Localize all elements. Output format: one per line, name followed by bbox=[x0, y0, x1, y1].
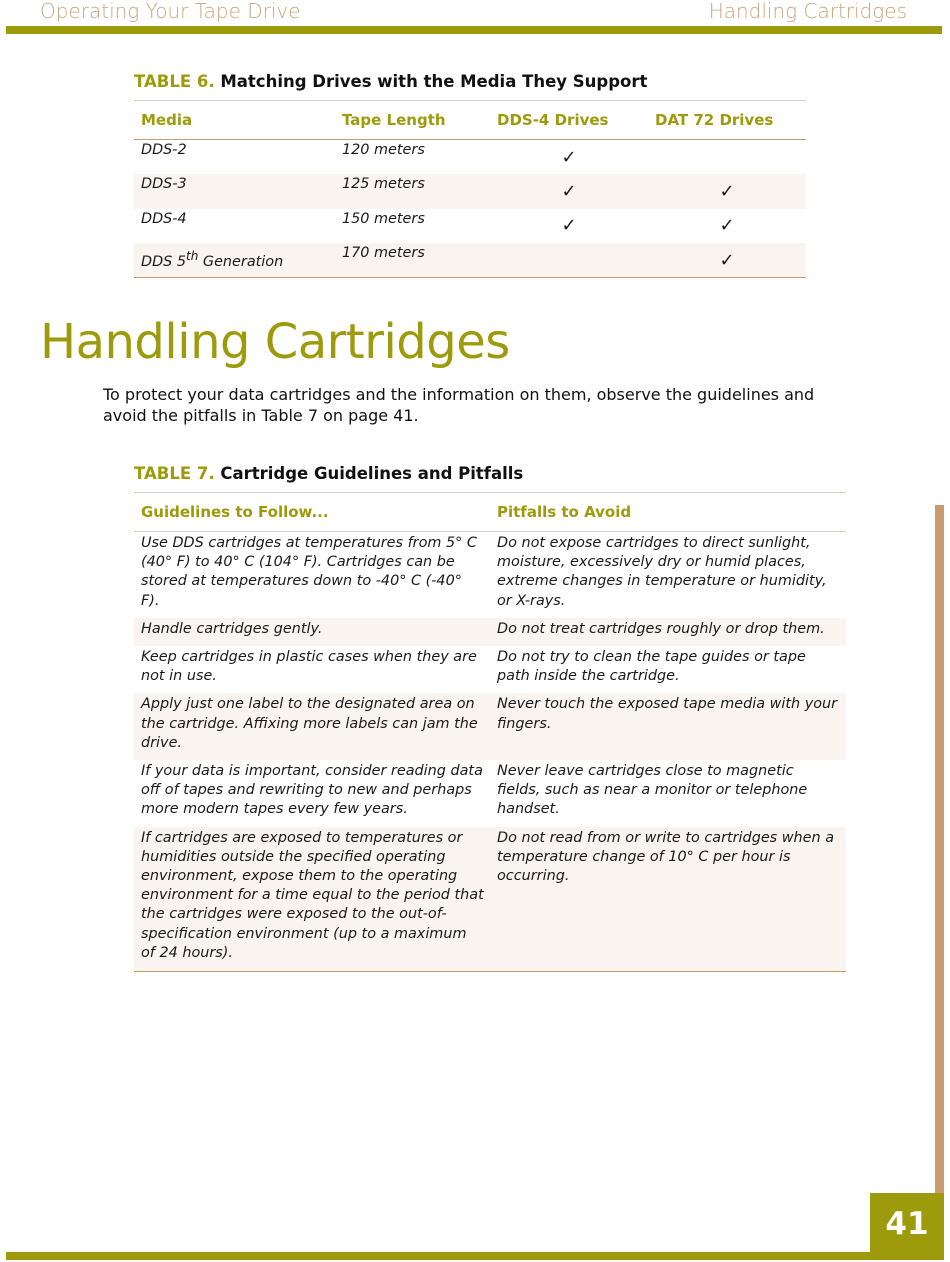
media-cell: DDS-2 bbox=[141, 142, 187, 158]
media-support-table bbox=[134, 100, 806, 278]
table6-title: Matching Drives with the Media They Support bbox=[220, 72, 648, 91]
column-header-dat72: DAT 72 Drives bbox=[648, 101, 806, 140]
table-row bbox=[134, 174, 806, 209]
column-header-pitfalls: Pitfalls to Avoid bbox=[490, 493, 846, 532]
table-row bbox=[134, 532, 846, 618]
section-heading: Handling Cartridges bbox=[40, 314, 510, 370]
guideline-cell: If your data is important, consider reading data off of tapes and rewriting to new and perhaps more modern tapes every few years. bbox=[141, 763, 483, 818]
table-row bbox=[134, 209, 806, 244]
guideline-cell: Keep cartridges in plastic cases when they are not in use. bbox=[141, 649, 477, 685]
checkmark-icon: ✓ bbox=[561, 146, 577, 168]
media-cell bbox=[134, 243, 335, 278]
page-number: 41 bbox=[870, 1193, 944, 1252]
checkmark-icon: ✓ bbox=[648, 174, 806, 209]
tape-length-cell: 120 meters bbox=[342, 142, 425, 158]
table-row bbox=[134, 827, 846, 972]
table-row bbox=[134, 760, 846, 827]
column-header-dds4: DDS-4 Drives bbox=[490, 101, 648, 140]
table6-label: TABLE 6. bbox=[134, 72, 215, 91]
guideline-cell: Use DDS cartridges at temperatures from 5° C (40° F) to 40° C (104° F). Cartridges can be stored at temperatures down to -40° C (-40° F). bbox=[141, 535, 477, 609]
cartridge-guidelines-table bbox=[134, 492, 846, 972]
table-row bbox=[134, 646, 846, 693]
pitfall-cell: Do not expose cartridges to direct sunlight, moisture, excessively dry or humid places, extreme changes in temperature or humidity, or X-rays. bbox=[497, 535, 827, 609]
checkmark-icon: ✓ bbox=[648, 243, 806, 278]
checkmark-icon: ✓ bbox=[561, 215, 577, 237]
checkmark-icon: ✓ bbox=[490, 174, 648, 209]
media-cell: DDS-4 bbox=[141, 210, 187, 227]
pitfall-cell: Never leave cartridges close to magnetic fields, such as near a monitor or telephone handset. bbox=[497, 763, 808, 818]
table7-title: Cartridge Guidelines and Pitfalls bbox=[220, 464, 524, 483]
table-header-row bbox=[134, 493, 846, 532]
table-row bbox=[134, 243, 806, 278]
column-header-media: Media bbox=[134, 101, 335, 140]
running-header-chapter: Operating Your Tape Drive bbox=[40, 0, 301, 23]
media-cell: DDS-3 bbox=[134, 174, 335, 209]
pitfall-cell: Never touch the exposed tape media with your fingers. bbox=[490, 693, 846, 760]
media-superscript: th bbox=[186, 249, 199, 263]
guideline-cell: If cartridges are exposed to temperatures or humidities outside the specified operating environment, expose them to the operating environment for a time equal to the period that the cartridges were exposed to the out-of-specification environment (up to a maximum of 24 hours). bbox=[134, 827, 490, 972]
tape-length-cell: 150 meters bbox=[342, 210, 425, 227]
checkmark-icon bbox=[490, 243, 648, 278]
checkmark-icon: ✓ bbox=[719, 215, 735, 237]
side-tab-bar bbox=[935, 505, 944, 1195]
tape-length-cell: 125 meters bbox=[335, 174, 490, 209]
table6-caption bbox=[134, 72, 647, 91]
column-header-guidelines: Guidelines to Follow... bbox=[134, 493, 490, 532]
table-row bbox=[134, 693, 846, 760]
footer-rule bbox=[6, 1252, 944, 1260]
tape-length-cell: 170 meters bbox=[335, 243, 490, 278]
table7-label: TABLE 7. bbox=[134, 464, 215, 483]
checkmark-icon bbox=[648, 140, 806, 175]
table7-caption bbox=[134, 464, 523, 483]
pitfall-cell: Do not treat cartridges roughly or drop them. bbox=[490, 618, 846, 646]
column-header-tape-length: Tape Length bbox=[335, 101, 490, 140]
header-rule bbox=[6, 26, 942, 34]
table-row bbox=[134, 140, 806, 175]
pitfall-cell: Do not try to clean the tape guides or tape path inside the cartridge. bbox=[497, 649, 806, 685]
guideline-cell: Apply just one label to the designated area on the cartridge. Affixing more labels can jam the drive. bbox=[134, 693, 490, 760]
intro-paragraph: To protect your data cartridges and the information on them, observe the guidelines and avoid the pitfalls in Table 7 on page 41. bbox=[103, 385, 815, 425]
guideline-cell: Handle cartridges gently. bbox=[134, 618, 490, 646]
media-suffix: Generation bbox=[198, 253, 284, 270]
running-header-section: Handling Cartridges bbox=[708, 0, 907, 23]
pitfall-cell: Do not read from or write to cartridges when a temperature change of 10° C per hour is occurring. bbox=[490, 827, 846, 972]
table-row bbox=[134, 618, 846, 646]
media-name: DDS 5 bbox=[141, 253, 187, 270]
table-header-row bbox=[134, 101, 806, 140]
